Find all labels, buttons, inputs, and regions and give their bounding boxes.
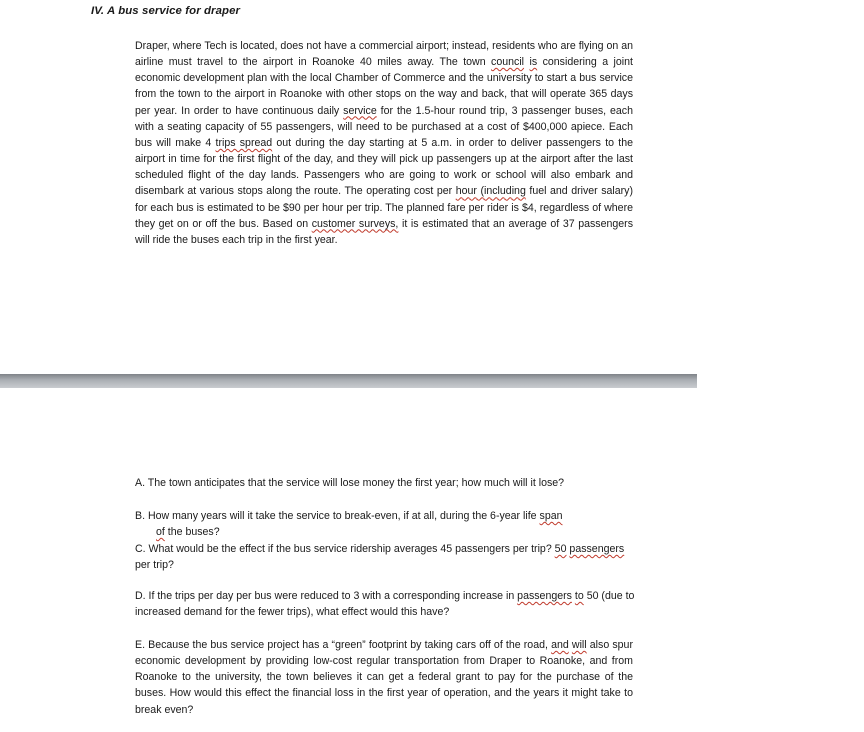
question-b: [135, 508, 635, 540]
intro-text: considering a joint economic development plan with the local Chamber of Commerce and the university to start a bus service from the town to the airport in Roanoke with other stops on the way and back, that will operate 365 days per year. In order to have continuous daily: [135, 56, 633, 117]
question-a: A. The town anticipates that the service will lose money the first year; how much will it lose?: [135, 477, 565, 489]
question-text: 50 (due to increased demand for the fewer trips), what effect would this have?: [135, 590, 635, 619]
question-text: B. How many years will it take the service to break-even, if at all, during the 6-year life: [135, 510, 540, 522]
spellcheck-word[interactable]: passengers: [517, 590, 572, 602]
page-separator: [0, 374, 697, 388]
spellcheck-word[interactable]: 50: [554, 543, 567, 555]
question-c: [135, 541, 635, 573]
intro-text: for the 1.5-hour round trip, 3 passenger buses, each with a seating capacity of 55 passengers, will need to be purchased at a cost of $400,000 apiece. Each bus will make 4: [135, 104, 633, 149]
spellcheck-word[interactable]: is: [529, 56, 538, 69]
section-heading: IV. A bus service for draper: [91, 5, 241, 17]
intro-text: fuel and driver salary) for each bus is estimated to be $90 per hour per trip. The planned fare per rider is $4, regardless of where they get on or off the bus. Based on: [135, 185, 634, 230]
spellcheck-word[interactable]: passengers: [569, 543, 625, 555]
question-text: D. If the trips per day per bus were reduced to 3 with a corresponding increase in: [135, 590, 518, 602]
spellcheck-word[interactable]: service: [343, 104, 377, 117]
spellcheck-word[interactable]: customer surveys,: [311, 217, 399, 230]
question-text: E. Because the bus service project has a “green” footprint by taking cars off of the road,: [135, 639, 552, 651]
question-text: also spur economic development by providing low-cost regular transportation from Draper to Roanoke, and from Roanoke to the university, the town believes it can get a federal grant to pay for the purchase of the buses. How would this effect the financial loss in the first year of operation, and the years it might take to break even?: [135, 639, 633, 716]
spellcheck-word[interactable]: and: [551, 639, 569, 651]
spellcheck-word[interactable]: trips spread: [215, 136, 273, 149]
spellcheck-word[interactable]: span: [539, 510, 563, 522]
spellcheck-word[interactable]: to: [574, 590, 584, 602]
intro-text: Draper, where Tech is located, does not have a commercial airport; instead, residents who are flying on an airline must travel to the airport in Roanoke 40 miles away. The town: [135, 40, 633, 69]
question-text: C. What would be the effect if the bus service ridership averages 45 passengers per trip?: [135, 543, 555, 555]
spellcheck-word[interactable]: will: [571, 639, 587, 651]
question-e: [135, 637, 633, 718]
question-d: [135, 588, 635, 620]
question-text: per trip?: [135, 559, 174, 572]
intro-text: it is estimated that an average of 37 passengers will ride the buses each trip in the first year.: [135, 217, 633, 246]
intro-paragraph: [135, 38, 633, 248]
intro-text: out during the day starting at 5 a.m. in order to deliver passengers to the airport in time for the first flight of the day, and they will pick up passengers up at the airport after the last scheduled flight of the day lands. Passengers who are going to work or school will also embark and disembark at various stops along the route. The operating cost per: [135, 136, 633, 198]
spellcheck-word[interactable]: council: [491, 56, 525, 69]
spellcheck-word[interactable]: hour (including: [455, 185, 526, 198]
question-text: the buses?: [164, 526, 220, 539]
spellcheck-word[interactable]: of: [156, 526, 165, 539]
